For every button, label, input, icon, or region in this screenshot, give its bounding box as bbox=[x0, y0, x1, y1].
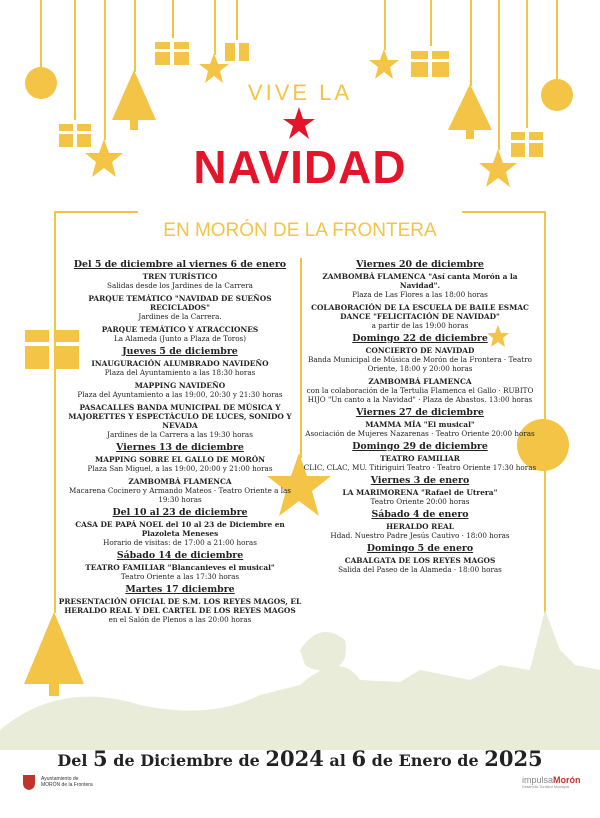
event-title: PASACALLES BANDA MUNICIPAL DE MÚSICA Y MAJORETTES Y ESPECTÁCULO DE LUCES, SONIDO Y NEVADA bbox=[68, 403, 292, 430]
event-title: MAPPING NAVIDEÑO bbox=[134, 381, 226, 390]
footer-text: al bbox=[329, 751, 346, 770]
red-star-icon bbox=[282, 106, 316, 140]
impulsa-moron-logo bbox=[522, 775, 581, 789]
event-item bbox=[302, 303, 538, 330]
section-date: Jueves 5 de diciembre bbox=[122, 346, 238, 357]
event-detail: La Alameda (Junto a Plaza de Toros) bbox=[113, 334, 247, 343]
date-section bbox=[302, 442, 538, 472]
event-item bbox=[58, 520, 302, 547]
date-section bbox=[302, 544, 538, 574]
date-section bbox=[58, 443, 302, 504]
section-date: Viernes 13 de diciembre bbox=[116, 442, 244, 453]
logo-subtitle: Desarrollo Turístico Municipal bbox=[522, 785, 570, 789]
section-date: Viernes 20 de diciembre bbox=[356, 259, 484, 270]
event-item bbox=[58, 455, 302, 473]
event-item bbox=[302, 420, 538, 438]
event-item bbox=[302, 346, 538, 373]
footer-text: de Diciembre de bbox=[113, 751, 260, 770]
event-title: LA MARIMORENA "Rafael de Utrera" bbox=[342, 488, 498, 497]
event-detail: a partir de las 19:00 horas bbox=[371, 321, 469, 330]
date-section bbox=[302, 334, 538, 404]
event-detail: Plaza San Miguel, a las 19:00, 20:00 y 21:00 horas bbox=[87, 464, 273, 473]
footer-end-year: 2025 bbox=[484, 746, 543, 771]
event-title: HERALDO REAL bbox=[386, 522, 454, 531]
event-detail: Plaza del Ayuntamiento a las 18:30 horas bbox=[104, 368, 256, 377]
event-item bbox=[302, 556, 538, 574]
event-title: PARQUE TEMÁTICO Y ATRACCIONES bbox=[101, 325, 259, 334]
date-section bbox=[58, 260, 302, 343]
event-detail: Teatro Oriente 20:00 horas bbox=[370, 497, 470, 506]
event-detail: Hdad. Nuestro Padre Jesús Cautivo · 18:00 horas bbox=[330, 531, 510, 540]
event-detail: Salida del Paseo de la Alameda · 18:00 horas bbox=[338, 565, 502, 574]
logo-brand-b: Morón bbox=[553, 775, 581, 785]
logo-left-line2: MORÓN de la Frontera bbox=[41, 782, 93, 788]
event-title: ZAMBOMBÁ FLAMENCA "Así canta Morón a la Navidad". bbox=[322, 272, 518, 290]
logo-left-line1: Ayuntamiento de bbox=[41, 776, 79, 782]
event-item bbox=[58, 272, 302, 290]
section-date: Domingo 5 de enero bbox=[366, 543, 474, 554]
footer-text: Del bbox=[57, 751, 88, 770]
event-detail: Salidas desde los Jardines de la Carrera bbox=[107, 281, 253, 290]
date-section bbox=[58, 551, 302, 581]
event-detail: Jardines de la Carrera. bbox=[138, 312, 222, 321]
event-title: CASA DE PAPÁ NOEL del 10 al 23 de Diciembre en Plazoleta Meneses bbox=[75, 520, 285, 538]
event-title: COLABORACIÓN DE LA ESCUELA DE BAILE ESMAC DANCE "FELICITACIÓN DE NAVIDAD" bbox=[311, 303, 529, 321]
logo-brand-a: impulsa bbox=[522, 775, 554, 785]
date-section bbox=[302, 510, 538, 540]
date-section bbox=[302, 260, 538, 330]
date-section bbox=[58, 347, 302, 439]
ayuntamiento-logo bbox=[22, 773, 93, 791]
event-detail: Horario de visitas: de 17:00 a 21:00 horas bbox=[103, 538, 257, 547]
event-item bbox=[302, 522, 538, 540]
section-date: Del 5 de diciembre al viernes 6 de enero bbox=[73, 259, 287, 270]
event-title: TREN TURÍSTICO bbox=[142, 272, 218, 281]
event-title: TEATRO FAMILIAR bbox=[380, 454, 460, 463]
event-detail: en el Salón de Plenos a las 20:00 horas bbox=[108, 615, 252, 624]
section-date: Domingo 29 de diciembre bbox=[352, 441, 488, 452]
date-range-footer bbox=[0, 746, 600, 771]
coat-of-arms-icon bbox=[22, 773, 36, 791]
event-detail: con la colaboración de la Tertulia Flamenca el Gallo · RUBITO HIJO "Un canto a la Navidad" · Plaza de Abastos. 13:00 horas bbox=[306, 386, 534, 404]
event-item bbox=[58, 294, 302, 321]
footer-text: de Enero de bbox=[371, 751, 479, 770]
gift-icon bbox=[154, 36, 190, 66]
event-detail: Plaza del Ayuntamiento a las 19:00, 20:30 y 21:30 horas bbox=[77, 390, 283, 399]
event-item bbox=[58, 477, 302, 504]
right-column bbox=[302, 256, 538, 578]
event-detail: Banda Municipal de Música de Morón de la Frontera · Teatro Oriente, 18:00 y 20:00 horas bbox=[308, 355, 532, 373]
section-date: Viernes 3 de enero bbox=[370, 475, 470, 486]
section-date: Del 10 al 23 de diciembre bbox=[112, 507, 248, 518]
section-date: Sábado 4 de enero bbox=[371, 509, 469, 520]
navidad-title: NAVIDAD bbox=[193, 141, 407, 193]
left-column bbox=[58, 256, 302, 628]
event-detail: Asociación de Mujeres Nazarenas · Teatro Oriente 20:00 horas bbox=[305, 429, 535, 438]
event-item bbox=[302, 377, 538, 404]
footer-end-day: 6 bbox=[351, 746, 367, 771]
gift-icon bbox=[224, 38, 250, 62]
footer-start-year: 2024 bbox=[265, 746, 324, 771]
section-date: Viernes 27 de diciembre bbox=[356, 407, 484, 418]
vive-la-heading: VIVE LA bbox=[247, 80, 353, 105]
date-section bbox=[302, 408, 538, 438]
event-detail: CLIC, CLAC, MU. Titiriguiri Teatro · Teatro Oriente 17:30 horas bbox=[303, 463, 537, 472]
gift-icon bbox=[410, 44, 450, 78]
event-title: ZAMBOMBÁ FLAMENCA bbox=[128, 477, 232, 486]
section-date: Martes 17 diciembre bbox=[125, 584, 235, 595]
event-detail: Macarena Cocinero y Armando Mateos · Teatro Oriente a las 19:30 horas bbox=[69, 486, 291, 504]
event-item bbox=[302, 272, 538, 299]
town-silhouette bbox=[0, 610, 600, 750]
event-item bbox=[302, 488, 538, 506]
event-item bbox=[58, 381, 302, 399]
event-detail: Jardines de la Carrera a las 19:30 horas bbox=[107, 430, 253, 439]
event-title: CONCIERTO DE NAVIDAD bbox=[365, 346, 475, 355]
subtitle: EN MORÓN DE LA FRONTERA bbox=[163, 220, 437, 241]
event-title: PARQUE TEMÁTICO "NAVIDAD DE SUEÑOS RECICLADOS" bbox=[88, 294, 272, 312]
event-detail: Plaza de Las Flores a las 18:00 horas bbox=[352, 290, 488, 299]
event-detail: Teatro Oriente a las 17:30 horas bbox=[120, 572, 240, 581]
star-icon bbox=[368, 48, 400, 80]
section-date: Domingo 22 de diciembre bbox=[352, 333, 488, 344]
event-title: MAMMA MÍA "El musical" bbox=[365, 420, 475, 429]
event-title: INAUGURACIÓN ALUMBRADO NAVIDEÑO bbox=[91, 359, 269, 368]
event-item bbox=[58, 563, 302, 581]
event-title: MAPPING SOBRE EL GALLO DE MORÓN bbox=[95, 455, 265, 464]
date-section bbox=[58, 508, 302, 547]
footer-start-day: 5 bbox=[93, 746, 108, 771]
event-item bbox=[58, 403, 302, 439]
event-title: ZAMBOMBÁ FLAMENCA bbox=[368, 377, 472, 386]
event-title: CABALGATA DE LOS REYES MAGOS bbox=[344, 556, 496, 565]
event-title: PRESENTACIÓN OFICIAL DE S.M. LOS REYES MAGOS, EL HERALDO REAL Y DEL CARTEL DE LOS REYES MAGOS bbox=[58, 597, 302, 615]
event-item bbox=[302, 454, 538, 472]
date-section bbox=[302, 476, 538, 506]
event-item bbox=[58, 359, 302, 377]
event-title: TEATRO FAMILIAR "Blancanieves el musical" bbox=[85, 563, 275, 572]
event-item bbox=[58, 325, 302, 343]
section-date: Sábado 14 de diciembre bbox=[116, 550, 244, 561]
